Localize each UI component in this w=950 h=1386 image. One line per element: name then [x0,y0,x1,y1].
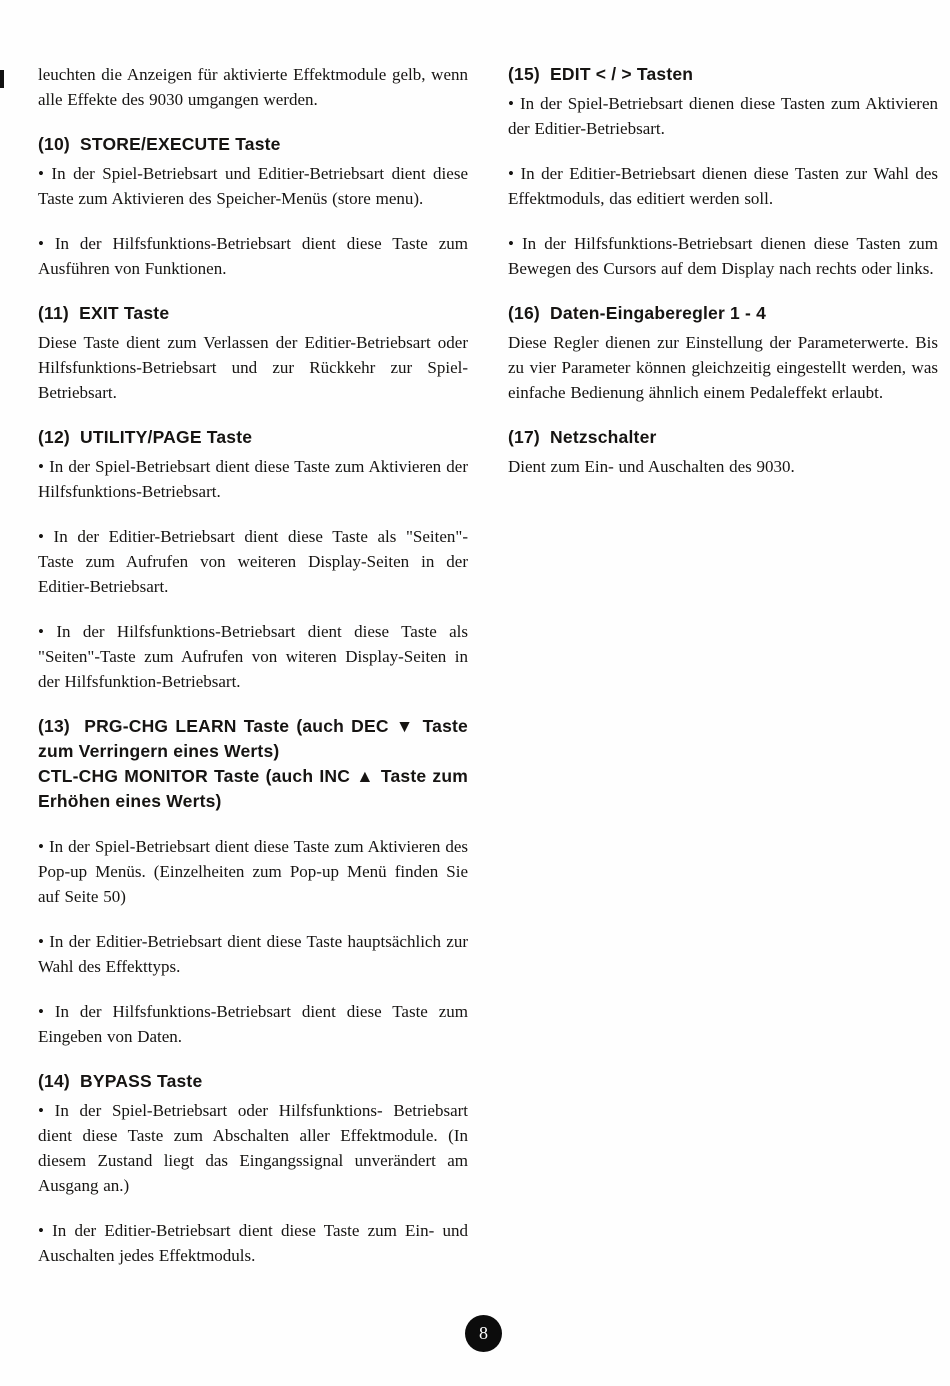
paragraph: Diese Regler dienen zur Einstellung der Parameterwerte. Bis zu vier Parameter können gleichzeitig eingestellt werden, was einfache Bedienung ähnlich einem Pedaleffekt erlaubt. [508,333,938,402]
section-heading: (12) UTILITY/PAGE Taste [38,427,253,447]
scan-artifact-mark [0,70,4,88]
page-number: 8 [479,1323,488,1343]
paragraph: • In der Hilfsfunktions-Betriebsart dient diese Taste zum Eingeben von Daten. [38,1002,468,1046]
paragraph: • In der Editier-Betriebsart dient diese Taste als "Seiten"- Taste zum Aufrufen von weiteren Display-Seiten in der Editier-Betriebsart. [38,527,468,596]
paragraph: leuchten die Anzeigen für aktivierte Effektmodule gelb, wenn alle Effekte des 9030 umgangen werden. [38,65,468,109]
right-column [508,62,938,499]
section-heading: (10) STORE/EXECUTE Taste [38,134,281,154]
paragraph: • In der Spiel-Betriebsart dient diese Taste zum Aktivieren der Hilfsfunktions-Betriebsart. [38,457,468,501]
paragraph: Dient zum Ein- und Auschalten des 9030. [508,457,795,476]
section-heading: CTL-CHG MONITOR Taste (auch INC ▲ Taste zum Erhöhen eines Werts) [38,766,468,811]
paragraph: Diese Taste dient zum Verlassen der Editier-Betriebsart oder Hilfsfunktions-Betriebsart und zur Rückkehr zur Spiel-Betriebsart. [38,333,468,402]
paragraph: • In der Editier-Betriebsart dient diese Taste hauptsächlich zur Wahl des Effekttyps. [38,932,468,976]
paragraph: • In der Spiel-Betriebsart dienen diese Tasten zum Aktivieren der Editier-Betriebsart. [508,94,938,138]
page-number-badge [465,1315,502,1352]
left-column [38,62,468,1288]
paragraph: • In der Spiel-Betriebsart dient diese Taste zum Aktivieren des Pop-up Menüs. (Einzelheiten zum Pop-up Menü finden Sie auf Seite 50) [38,837,468,906]
section-heading: (14) BYPASS Taste [38,1071,203,1091]
paragraph: • In der Editier-Betriebsart dienen diese Tasten zur Wahl des Effektmoduls, das editiert werden soll. [508,164,938,208]
paragraph: • In der Spiel-Betriebsart und Editier-Betriebsart dient diese Taste zum Aktivieren des Speicher-Menüs (store menu). [38,164,468,208]
paragraph: • In der Hilfsfunktions-Betriebsart dient diese Taste als "Seiten"-Taste zum Aufrufen von witeren Display-Seiten in der Hilfsfunktion-Betriebsart. [38,622,468,691]
section-heading: (13) PRG-CHG LEARN Taste (auch DEC ▼ Taste zum Verringern eines Werts) [38,716,468,761]
paragraph: • In der Hilfsfunktions-Betriebsart dienen diese Tasten zum Bewegen des Cursors auf dem Display nach rechts oder links. [508,234,938,278]
paragraph: • In der Hilfsfunktions-Betriebsart dient diese Taste zum Ausführen von Funktionen. [38,234,468,278]
paragraph: • In der Spiel-Betriebsart oder Hilfsfunktions- Betriebsart dient diese Taste zum Abschalten aller Effektmodule. (In diesem Zustand liegt das Eingangssignal unverändert am Ausgang an.) [38,1101,468,1195]
section-heading: (15) EDIT < / > Tasten [508,64,694,84]
section-heading: (11) EXIT Taste [38,303,170,323]
section-heading: (16) Daten-Eingaberegler 1 - 4 [508,303,767,323]
section-heading: (17) Netzschalter [508,427,657,447]
paragraph: • In der Editier-Betriebsart dient diese Taste zum Ein- und Auschalten jedes Effektmoduls. [38,1221,468,1265]
